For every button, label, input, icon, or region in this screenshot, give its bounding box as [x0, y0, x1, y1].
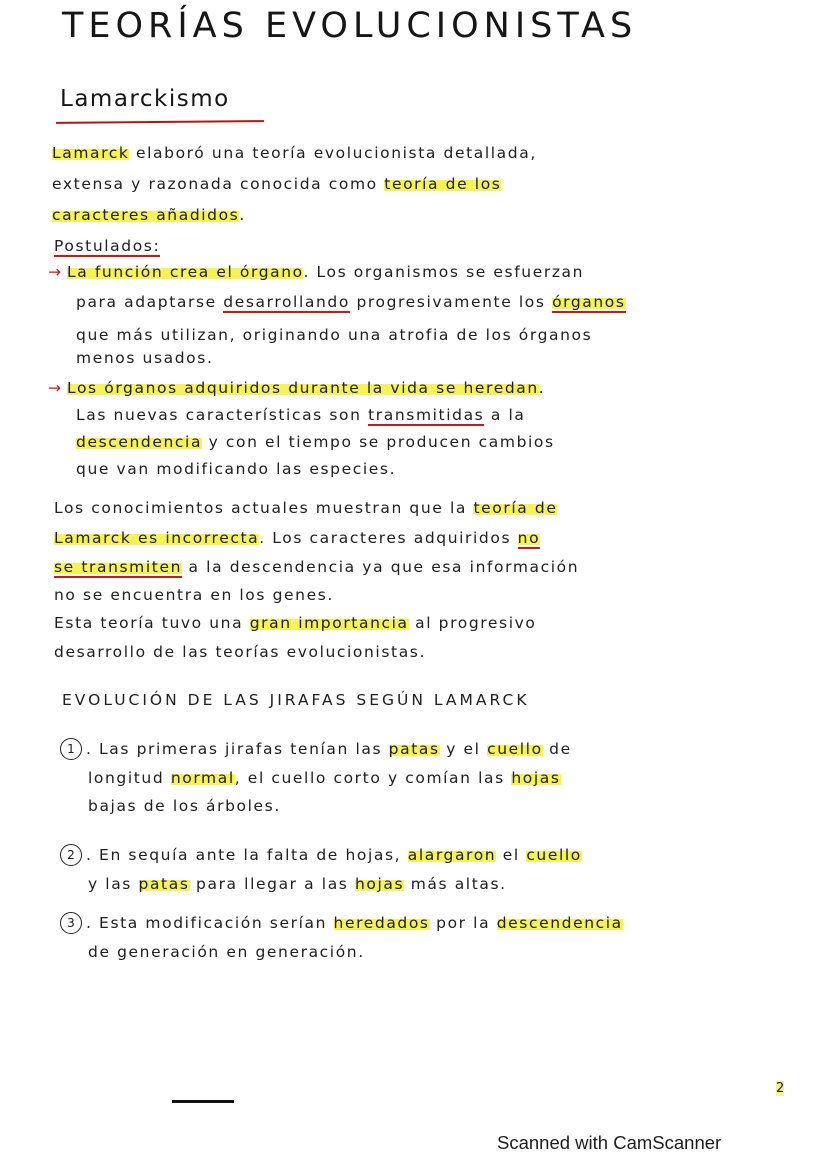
intro-line-3	[52, 205, 246, 225]
text: longitud	[88, 769, 171, 787]
conocimientos-line-1	[54, 498, 557, 518]
subtitle-underline	[56, 120, 264, 124]
conocimientos-line-4	[54, 585, 334, 605]
footer-rule	[172, 1100, 234, 1103]
postulados-label	[54, 236, 160, 256]
postulado-2-line-1	[48, 378, 545, 398]
highlight: Los órganos adquiridos durante la vida se heredan	[67, 379, 539, 397]
text: . En sequía ante la falta de hojas,	[86, 846, 408, 864]
arrow-right-icon: →	[48, 379, 61, 397]
postulado-1-line-2	[76, 292, 626, 312]
highlight: patas	[138, 875, 190, 893]
highlight: teoría de	[473, 499, 558, 517]
text: de	[542, 740, 572, 758]
text: que más utilizan, originando una atrofia de los órganos	[76, 326, 593, 344]
text: desarrollo de las teorías evolucionistas.	[54, 643, 426, 661]
conocimientos-line-6	[54, 642, 426, 662]
text: bajas de los árboles.	[88, 797, 281, 815]
highlight-underlined: no	[517, 529, 541, 547]
text: .	[239, 206, 246, 224]
text: . Las primeras jirafas tenían las	[86, 740, 389, 758]
circled-number: 3	[60, 912, 82, 934]
page-number-value: 2	[776, 1081, 785, 1096]
scanner-watermark: Scanned with CamScanner	[497, 1132, 722, 1153]
highlight: caracteres añadidos	[52, 206, 240, 224]
highlight: teoría de los	[384, 175, 502, 193]
highlight: hojas	[511, 769, 561, 787]
jirafas-item-1-line-1	[60, 738, 572, 760]
text: y el	[439, 740, 488, 758]
text: que van modificando las especies.	[76, 460, 397, 478]
text: extensa y razonada conocida como	[52, 175, 385, 193]
conocimientos-line-2	[54, 528, 540, 548]
highlight: descendencia	[496, 914, 623, 932]
text: para llegar a las	[189, 875, 355, 893]
text: , el cuello corto y comían las	[234, 769, 512, 787]
highlight: gran importancia	[249, 614, 409, 632]
section-subtitle: Lamarckismo	[60, 86, 230, 112]
text: a la descendencia ya que esa información	[182, 558, 580, 576]
underlined-text: Postulados:	[54, 237, 161, 255]
text: y con el tiempo se producen cambios	[202, 433, 555, 451]
jirafas-item-2-line-1	[60, 844, 582, 866]
text: al progresivo	[408, 614, 537, 632]
text: . Los organismos se esfuerzan	[303, 263, 585, 281]
conocimientos-line-5	[54, 613, 536, 633]
postulado-2-line-4	[76, 459, 396, 479]
postulado-1-line-1	[48, 262, 584, 282]
jirafas-item-2-line-2	[88, 874, 507, 894]
highlight: Lamarck	[52, 144, 130, 162]
highlight: normal	[170, 769, 235, 787]
intro-line-2	[52, 174, 501, 194]
highlight: Lamarck es incorrecta	[54, 529, 260, 547]
text: Las nuevas características son	[76, 406, 369, 424]
text: más altas.	[404, 875, 507, 893]
text: de generación en generación.	[88, 943, 365, 961]
highlight: heredados	[333, 914, 430, 932]
highlight: cuello	[487, 740, 543, 758]
text: para adaptarse	[76, 293, 224, 311]
postulado-1-line-4	[76, 348, 213, 368]
text: a la	[484, 406, 526, 424]
text: menos usados.	[76, 349, 214, 367]
highlight: patas	[388, 740, 440, 758]
circled-number: 1	[60, 738, 82, 760]
text: por la	[429, 914, 497, 932]
postulado-1-line-3	[76, 325, 592, 345]
text: elaboró una teoría evolucionista detallada,	[129, 144, 537, 162]
jirafas-item-1-line-3	[88, 796, 281, 816]
conocimientos-line-3	[54, 557, 579, 577]
postulado-2-line-2	[76, 405, 526, 425]
underlined-text: transmitidas	[368, 406, 485, 424]
highlight: descendencia	[76, 433, 203, 451]
arrow-right-icon: →	[48, 263, 61, 281]
highlight-underlined: se transmiten	[54, 558, 183, 576]
highlight: hojas	[355, 875, 405, 893]
jirafas-item-1-line-2	[88, 768, 561, 788]
text: y las	[88, 875, 139, 893]
text: el	[496, 846, 527, 864]
circled-number: 2	[60, 844, 82, 866]
section-heading-jirafas: EVOLUCIÓN DE LAS JIRAFAS SEGÚN LAMARCK	[62, 691, 530, 709]
underlined-text: desarrollando	[223, 293, 350, 311]
text: . Los caracteres adquiridos	[259, 529, 518, 547]
text: .	[538, 379, 546, 397]
postulado-2-line-3	[76, 432, 555, 452]
text: . Esta modificación serían	[86, 914, 334, 932]
intro-line-1	[52, 143, 537, 163]
highlight: La función crea el órgano	[67, 263, 304, 281]
highlight: órganos	[552, 293, 626, 311]
text: no se encuentra en los genes.	[54, 586, 334, 604]
highlight: alargaron	[407, 846, 497, 864]
text: progresivamente los	[349, 293, 553, 311]
jirafas-item-3-line-2	[88, 942, 365, 962]
text: Los conocimientos actuales muestran que la	[54, 499, 474, 517]
highlight: cuello	[526, 846, 582, 864]
page-title: TEORÍAS EVOLUCIONISTAS	[62, 6, 638, 46]
text: Esta teoría tuvo una	[54, 614, 250, 632]
jirafas-item-3-line-1	[60, 912, 623, 934]
page-number	[776, 1081, 784, 1096]
